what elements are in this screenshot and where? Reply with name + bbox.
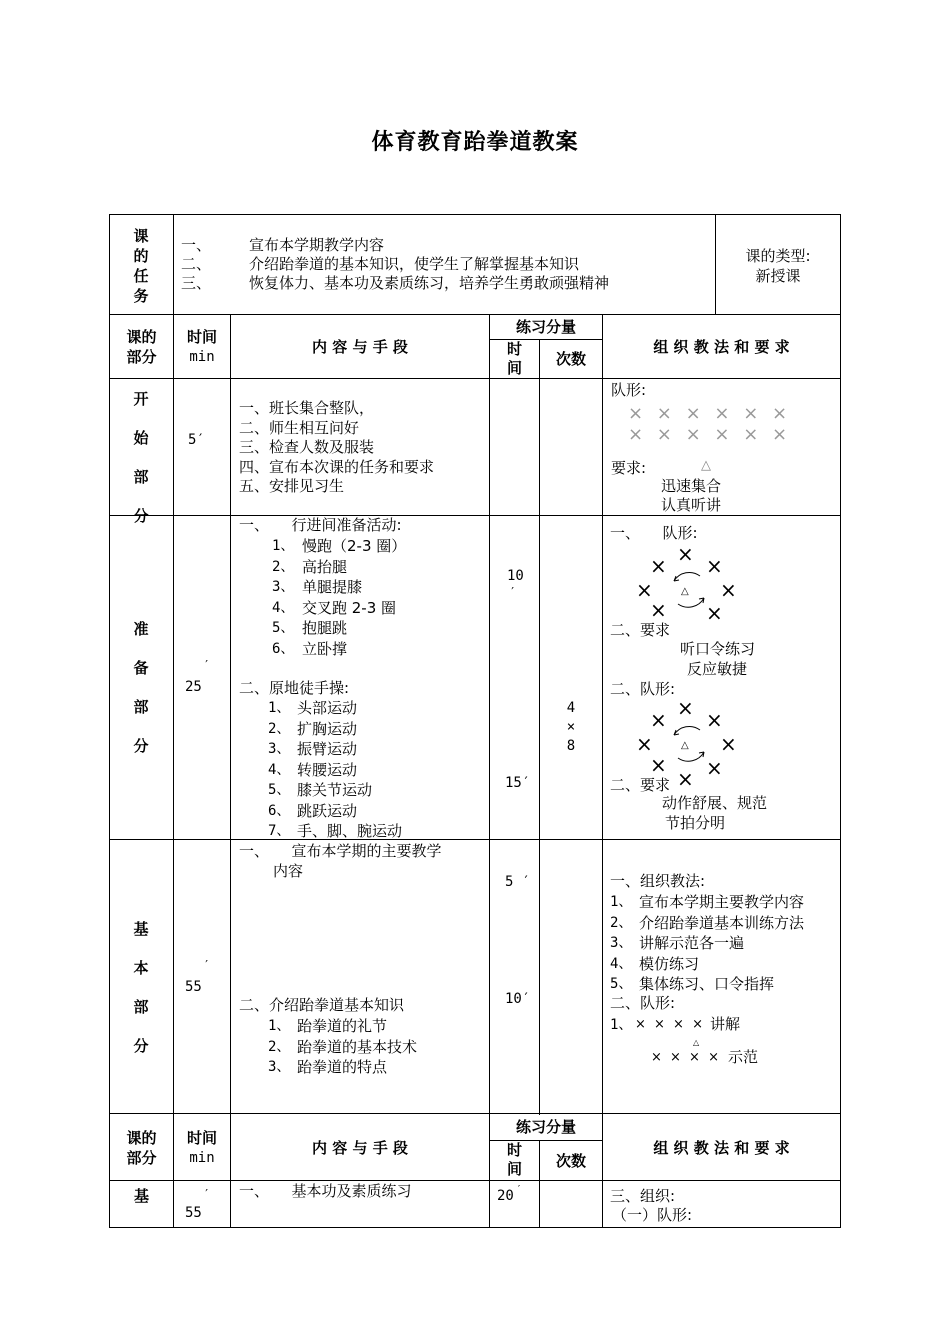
lesson-type: 课的类型: 新授课 — [745, 247, 811, 285]
basic-label: 基 本 部 分 — [133, 920, 149, 1055]
header-part: 课的 部分 — [126, 328, 157, 366]
start-req-items: 迅速集合 认真听讲 — [661, 477, 722, 514]
prep-section2: 二、原地徒手操: — [239, 679, 350, 697]
line-formation-row-2: × × × × — [651, 1050, 721, 1065]
prep-section1: 一、 行进间准备活动: — [239, 516, 402, 534]
prep-time: 25 — [185, 679, 202, 695]
start-x-row-1: × × × × × × — [628, 403, 792, 424]
last-part-label: 基 — [133, 1187, 149, 1205]
line-formation-row-1: × × × × — [635, 1017, 705, 1032]
start-x-row-2: × × × × × × — [628, 424, 792, 445]
prep-s2-items: 头部运动 扩胸运动 振臂运动 转腰运动 膝关节运动 跳跃运动 手、脚、腕运动 — [297, 699, 403, 840]
prep-count: 4 × 8 — [566, 700, 576, 754]
basic-s2-items: 跆拳道的礼节 跆拳道的基本技术 跆拳道的特点 — [297, 1017, 418, 1076]
task-items: 宣布本学期教学内容 介绍跆拳道的基本知识，使学生了解掌握基本知识 恢复体力、基本功及素质练习，培养学生勇敢顽强精神 — [249, 236, 610, 292]
start-req-label: 要求: — [611, 459, 647, 477]
prep-label: 准 备 部 分 — [133, 620, 149, 755]
start-content: 一、班长集合整队， 二、师生相互问好 三、检查人数及服装 四、宣布本次课的任务和要求 五、安排见习生 — [239, 399, 435, 495]
start-time: 5′ — [188, 432, 205, 448]
start-formation-label: 队形: — [611, 381, 647, 399]
basic-method-items: 宣布本学期主要教学内容 介绍跆拳道基本训练方法 讲解示范各一遍 模仿练习 集体练习、口令指挥 — [639, 893, 805, 993]
task-label: 课 的 任 务 — [133, 227, 149, 305]
prep-s1-items: 慢跑（2-3 圈） 高抬腿 单腿提膝 交叉跑 2-3 圈 抱腿跳 立卧撑 — [302, 537, 407, 658]
page-title: 体育教育跆拳道教案 — [371, 130, 579, 155]
teacher-triangle-icon: △ — [701, 458, 711, 473]
start-label: 开 始 部 分 — [133, 390, 149, 525]
basic-time: 55 — [185, 979, 202, 995]
task-nums: 一、 二、 三、 — [181, 236, 212, 292]
teacher-triangle-icon-2: △ — [693, 1038, 700, 1047]
